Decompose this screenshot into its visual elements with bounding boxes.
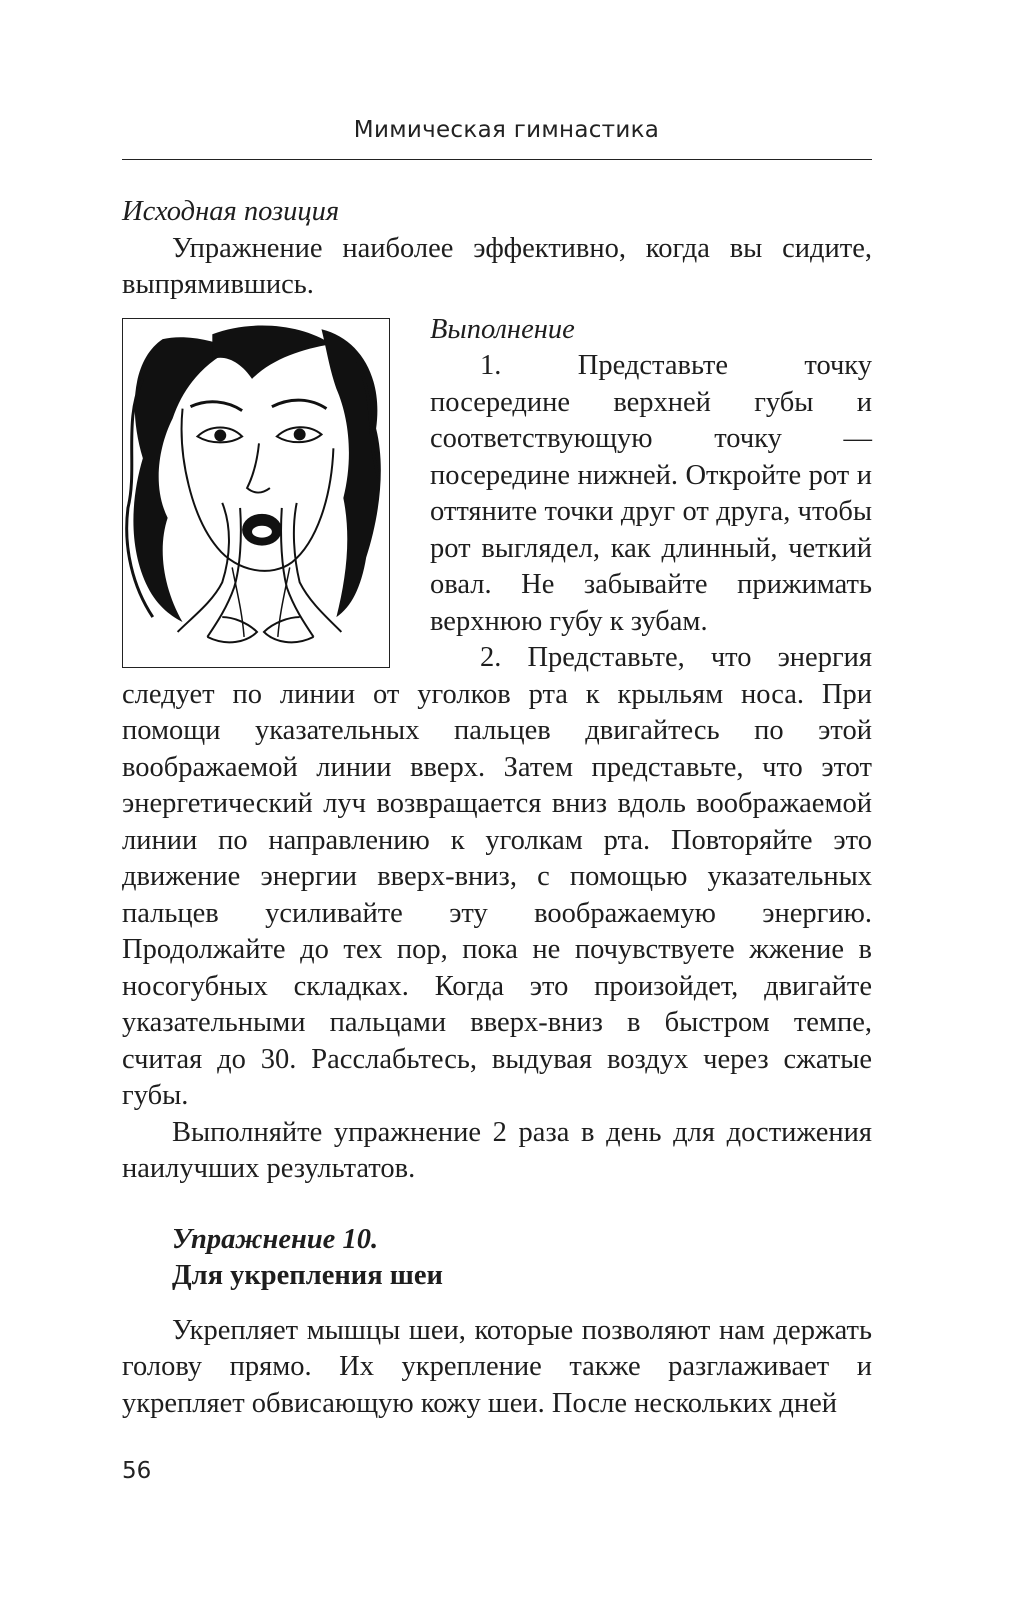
execution-step-2: 2. Представьте, что энергия следует по линии от уголков рта к крыльям носа. При помощи указательных пальцев двигайтесь по этой воображаемой линии вверх. Затем представьте, что этот энергетический луч возвращается вниз вдоль воображаемой линии по направлению к уголкам рта. Повторяйте это движение энергии вверх-вниз, с помощью указательных пальцев усиливайте эту воображаемую энергию. Продолжайте до тех пор, пока не почувствуете жжение в носогубных складках. Когда это произойдет, двигайте указательными пальцами вверх-вниз в быстром темпе, считая до 30. Расслабьтесь, выдувая воздух через сжатые губы. xyxy=(122,642,872,1111)
exercise-10-title: Упражнение 10. xyxy=(172,1223,379,1255)
heading-gap xyxy=(122,1295,872,1313)
face-drawing xyxy=(123,319,389,667)
page-body xyxy=(122,194,872,1422)
header-rule xyxy=(122,159,872,160)
execution-step-1: 1. Представьте точку посередине верхней губы и соответствующую точку — посередине нижней. Откройте рот и оттяните точки друг от друга, чтобы рот выглядел, как длинный, четкий овал. Не забывайте прижимать верхнюю губу к зубам. xyxy=(430,350,872,637)
illustration-woman-face xyxy=(122,318,390,668)
page-number: 56 xyxy=(122,1458,152,1484)
execution-frequency: Выполняйте упражнение 2 раза в день для достижения наилучших результатов. xyxy=(122,1116,872,1184)
exercise-10-subtitle: Для укрепления шеи xyxy=(172,1260,443,1291)
running-title: Мимическая гимнастика xyxy=(353,117,660,143)
section-heading-execution: Выполнение xyxy=(430,313,575,345)
start-position-text: Упражнение наиболее эффективно, когда вы сидите, выпрямившись. xyxy=(122,232,872,300)
exercise-10-text: Укрепляет мышцы шеи, которые позволяют нам держать голову прямо. Их укрепление также разглаживает и укрепляет обвисающую кожу шеи. После нескольких дней xyxy=(122,1314,872,1419)
section-heading-start-position: Исходная позиция xyxy=(122,196,340,227)
illustration-wrapper xyxy=(122,318,408,670)
